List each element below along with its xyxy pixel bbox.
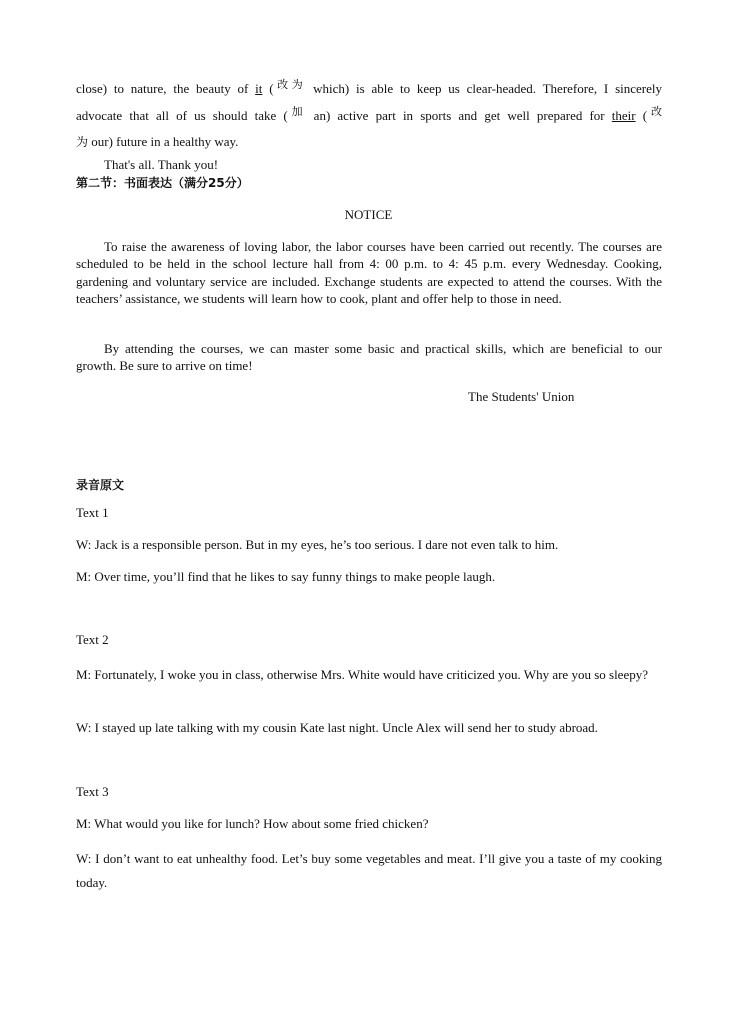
text-2-label: Text 2 [76,632,109,647]
essay-text: ( [635,108,648,123]
correction-mark: 为 [76,135,89,149]
text-3-line-1: M: What would you like for lunch? How about some fried chicken? [76,816,429,831]
text-2-line-1: M: Fortunately, I woke you in class, otherwise Mrs. White would have criticized you. Why are you so sleepy? [76,667,648,682]
notice-title: NOTICE [344,207,393,222]
essay-text: ( [262,81,274,96]
text-3-line-2: W: I don’t want to eat unhealthy food. Let’s buy some vegetables and meat. I’ll give you a taste of my cooking today. [76,851,662,890]
correction-mark: 改为 [273,78,307,91]
notice-paragraph-1 [76,238,662,307]
essay-text: which) is able to keep us clear-headed. Therefore, I sincerely [306,81,662,96]
essay-line-1 [76,80,662,98]
essay-text: advocate that all of us should take ( [76,108,288,123]
correction-mark: 改 [647,105,663,118]
essay-line-3 [76,133,238,151]
essay-text: an) active part in sports and get well prepared for [306,108,612,123]
section-heading: 第二节：书面表达（满分25分） [76,176,249,190]
underlined-word: it [255,81,263,96]
essay-text: our) future in a healthy way. [88,134,239,149]
text-1-label: Text 1 [76,505,109,520]
notice-paragraph-2 [76,340,662,375]
text-3-label: Text 3 [76,784,109,799]
notice-paragraph-1-text: To raise the awareness of loving labor, the labor courses have been carried out recently. The courses are scheduled to be held in the school lecture hall from 4: 00 p.m. to 4: 45 p.m. every Wednesday. Cooking, gardening and voluntary service are included. Exchange students are expected to attend the courses. With the teachers’ assistance, we students will learn how to cook, plant and offer help to those in need. [76,239,662,306]
underlined-word: their [611,108,636,123]
correction-mark: 加 [287,105,307,118]
text-2-line-2: W: I stayed up late talking with my cousin Kate last night. Uncle Alex will send her to study abroad. [76,720,598,735]
notice-paragraph-2-text: By attending the courses, we can master some basic and practical skills, which are beneficial to our growth. Be sure to arrive on time! [76,341,662,374]
text-1-line-1: W: Jack is a responsible person. But in my eyes, he’s too serious. I dare not even talk to him. [76,537,559,552]
essay-closing: That's all. Thank you! [104,157,219,172]
essay-text: close) to nature, the beauty of [76,81,256,96]
transcript-heading: 录音原文 [76,478,125,492]
notice-signature: The Students' Union [468,389,575,404]
essay-line-2 [76,107,662,125]
text-1-line-2: M: Over time, you’ll find that he likes to say funny things to make people laugh. [76,569,496,584]
